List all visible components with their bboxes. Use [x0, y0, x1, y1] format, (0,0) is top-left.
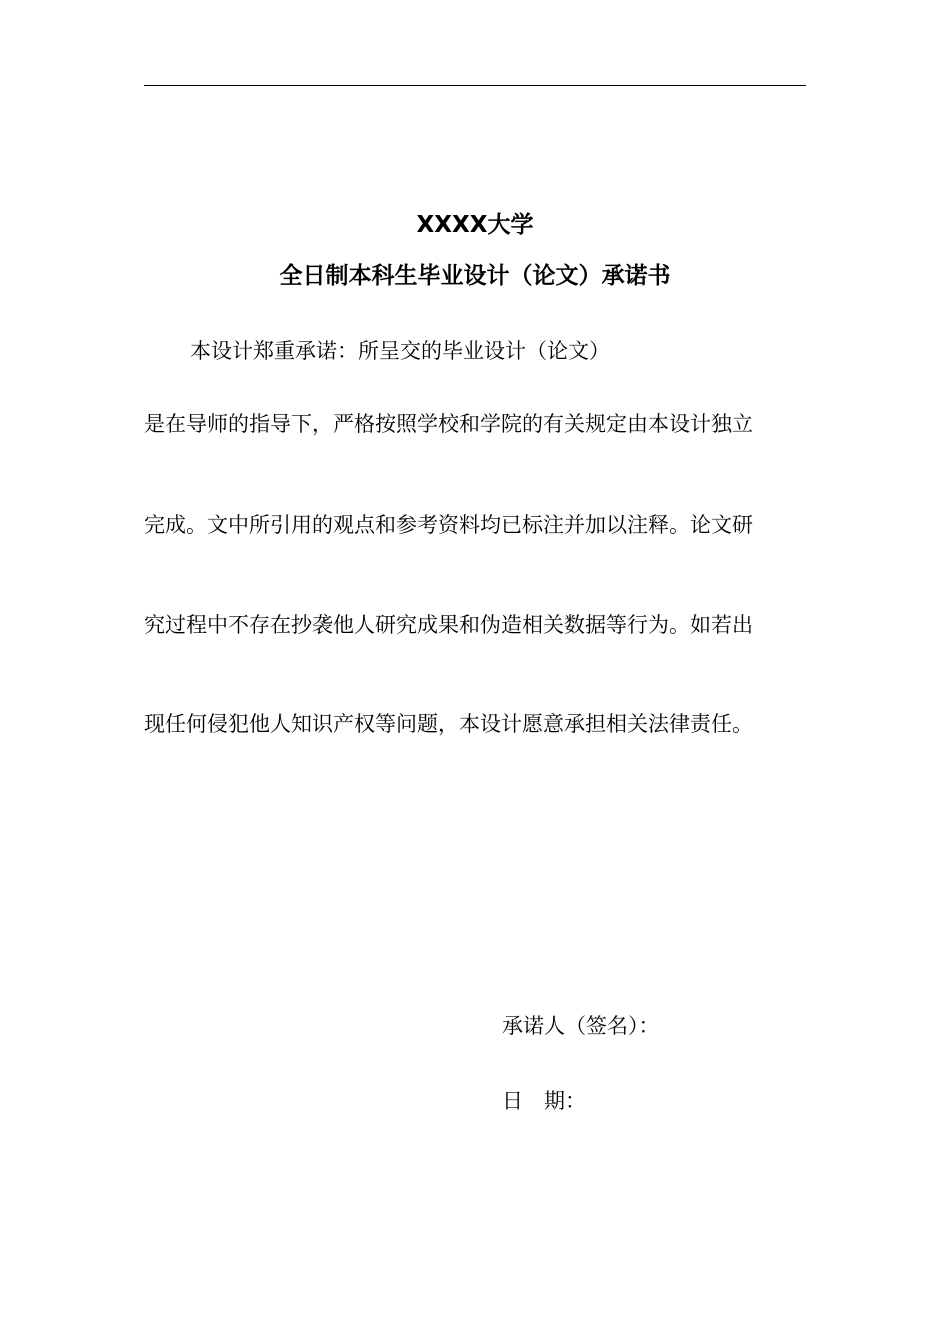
body-line: 现任何侵犯他人知识产权等问题，本设计愿意承担相关法律责任。 [144, 712, 753, 736]
header-rule [144, 85, 806, 86]
body-line: 是在导师的指导下，严格按照学校和学院的有关规定由本设计独立 [144, 412, 753, 436]
body-line: 本设计郑重承诺：所呈交的毕业设计（论文） [190, 339, 610, 363]
document-title: 全日制本科生毕业设计（论文）承诺书 [279, 263, 671, 289]
signer-label: 承诺人（签名）： [502, 1014, 660, 1038]
date-label: 日 期： [502, 1089, 586, 1113]
body-line: 究过程中不存在抄袭他人研究成果和伪造相关数据等行为。如若出 [144, 613, 753, 637]
body-line: 完成。文中所引用的观点和参考资料均已标注并加以注释。论文研 [144, 513, 753, 537]
university-title: XXXX大学 [416, 212, 534, 238]
